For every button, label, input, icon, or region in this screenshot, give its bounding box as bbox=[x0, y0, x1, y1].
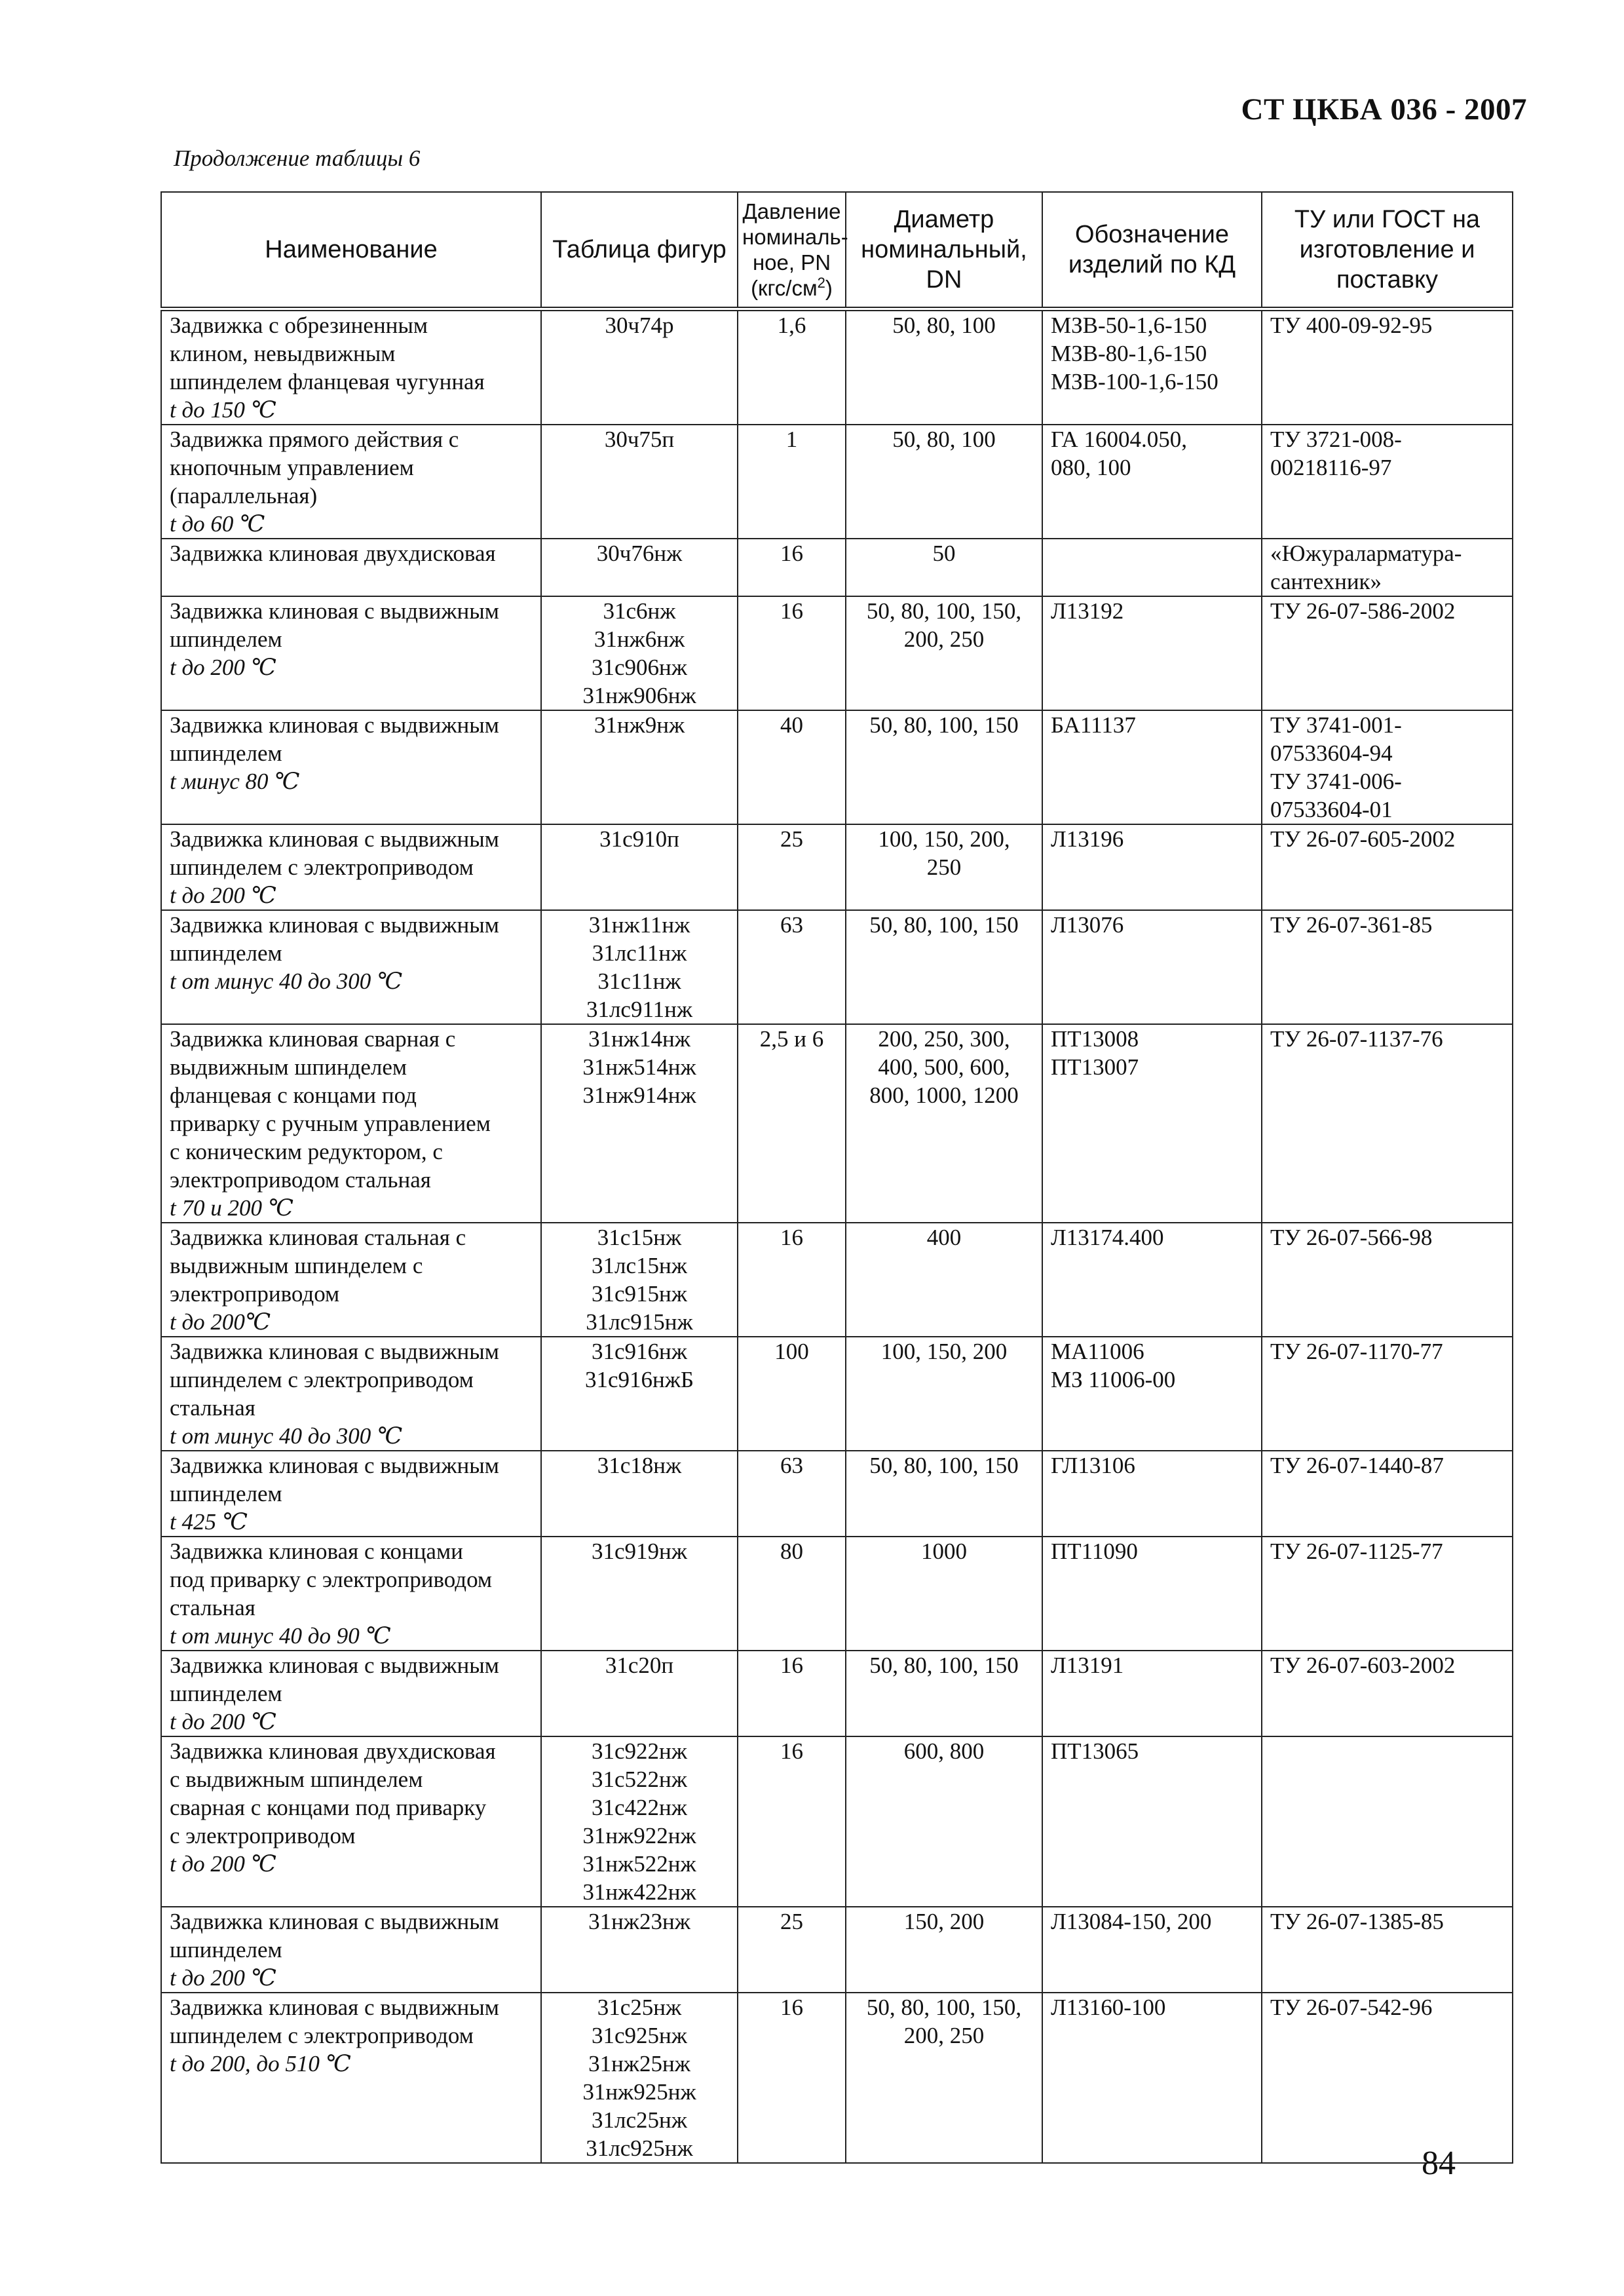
cell-diameter-text: 1000 bbox=[921, 1539, 967, 1564]
cell-designation-text: Л13196 bbox=[1051, 826, 1124, 852]
header-name: Наименование bbox=[161, 192, 541, 309]
cell-pressure-text: 16 bbox=[780, 1995, 803, 2020]
cell-diameter bbox=[846, 1907, 1042, 1993]
header-pressure-sup: 2 bbox=[817, 275, 825, 291]
cell-diameter bbox=[846, 309, 1042, 425]
valve-name: Задвижка клиновая с выдвижным шпинделем bbox=[170, 1453, 499, 1506]
cell-standard bbox=[1262, 309, 1513, 425]
cell-figures bbox=[541, 1451, 738, 1537]
cell-designation-text: ГЛ13106 bbox=[1051, 1453, 1135, 1478]
valve-name: Задвижка клиновая с выдвижным шпинделем с электроприводом bbox=[170, 1995, 499, 2048]
cell-standard-text: ТУ 26-07-1385-85 bbox=[1270, 1909, 1444, 1934]
valve-name: Задвижка прямого действия с кнопочным управлением (параллельная) bbox=[170, 427, 459, 508]
cell-pressure-text: 1,6 bbox=[777, 313, 806, 338]
cell-diameter-text: 100, 150, 200, 250 bbox=[878, 826, 1010, 880]
cell-diameter bbox=[846, 824, 1042, 910]
cell-designation-text: Л13084-150, 200 bbox=[1051, 1909, 1212, 1934]
document-code: СТ ЦКБА 036 - 2007 bbox=[1241, 92, 1527, 126]
cell-diameter bbox=[846, 1993, 1042, 2163]
cell-diameter bbox=[846, 539, 1042, 596]
cell-pressure bbox=[738, 309, 846, 425]
cell-name bbox=[161, 1993, 541, 2163]
table-row bbox=[161, 710, 1513, 824]
valve-temperature: t до 150 ℃ bbox=[170, 397, 276, 423]
cell-name bbox=[161, 425, 541, 539]
header-pressure-text: Давление номиналь-ное, PN (кгс/см bbox=[742, 199, 848, 300]
table-row bbox=[161, 1907, 1513, 1993]
cell-name bbox=[161, 309, 541, 425]
cell-pressure bbox=[738, 539, 846, 596]
cell-name bbox=[161, 1651, 541, 1736]
cell-designation bbox=[1042, 1651, 1262, 1736]
valve-temperature: t до 60 ℃ bbox=[170, 511, 265, 537]
cell-designation-text: ПТ13008 ПТ13007 bbox=[1051, 1026, 1139, 1080]
cell-name bbox=[161, 710, 541, 824]
cell-pressure-text: 63 bbox=[780, 912, 803, 938]
valve-name: Задвижка клиновая с выдвижным шпинделем bbox=[170, 712, 499, 766]
cell-figures bbox=[541, 1223, 738, 1337]
cell-standard-text: ТУ 400-09-92-95 bbox=[1270, 313, 1433, 338]
cell-designation bbox=[1042, 1024, 1262, 1223]
valve-temperature: t до 200 ℃ bbox=[170, 1965, 276, 1991]
cell-designation bbox=[1042, 1223, 1262, 1337]
cell-diameter-text: 50, 80, 100, 150 bbox=[869, 1653, 1019, 1678]
cell-standard bbox=[1262, 1993, 1513, 2163]
cell-figures-text: 30ч74р bbox=[605, 313, 674, 338]
cell-diameter bbox=[846, 1337, 1042, 1451]
table-row bbox=[161, 425, 1513, 539]
cell-standard-text: ТУ 3721-008- 00218116-97 bbox=[1270, 427, 1402, 480]
cell-designation bbox=[1042, 1337, 1262, 1451]
cell-pressure-text: 16 bbox=[780, 1225, 803, 1250]
valve-name: Задвижка клиновая двухдисковая с выдвижным шпинделем сварная с концами под приварку с электроприводом bbox=[170, 1738, 496, 1848]
cell-figures-text: 30ч75п bbox=[604, 427, 675, 452]
cell-designation-text: Л13174.400 bbox=[1051, 1225, 1164, 1250]
cell-standard bbox=[1262, 1024, 1513, 1223]
cell-designation-text: ПТ13065 bbox=[1051, 1738, 1139, 1764]
header-designation: Обозначение изделий по КД bbox=[1042, 192, 1262, 309]
cell-pressure bbox=[738, 910, 846, 1024]
header-pressure bbox=[738, 192, 846, 309]
cell-figures bbox=[541, 1651, 738, 1736]
table-row bbox=[161, 1537, 1513, 1651]
cell-pressure-text: 25 bbox=[780, 826, 803, 852]
cell-diameter-text: 100, 150, 200 bbox=[880, 1339, 1008, 1364]
cell-figures-text: 31с15нж 31лс15нж 31с915нж 31лс915нж bbox=[586, 1225, 693, 1335]
valve-name: Задвижка клиновая стальная с выдвижным шпинделем с электроприводом bbox=[170, 1225, 466, 1307]
cell-figures bbox=[541, 425, 738, 539]
cell-figures bbox=[541, 1993, 738, 2163]
cell-figures-text: 31с910п bbox=[599, 826, 679, 852]
table-row bbox=[161, 1337, 1513, 1451]
cell-figures bbox=[541, 1024, 738, 1223]
cell-name bbox=[161, 596, 541, 710]
cell-pressure bbox=[738, 1337, 846, 1451]
valve-name: Задвижка клиновая с выдвижным шпинделем bbox=[170, 598, 499, 652]
cell-pressure-text: 40 bbox=[780, 712, 803, 738]
cell-diameter-text: 50, 80, 100, 150, 200, 250 bbox=[866, 598, 1022, 652]
cell-standard-text: ТУ 26-07-1440-87 bbox=[1270, 1453, 1444, 1478]
cell-figures bbox=[541, 596, 738, 710]
valve-name: Задвижка клиновая с концами под приварку с электроприводом стальная bbox=[170, 1539, 493, 1620]
cell-designation-text: Л13192 bbox=[1051, 598, 1124, 624]
valve-temperature: t 70 и 200 ℃ bbox=[170, 1195, 293, 1221]
cell-standard-text: ТУ 3741-001- 07533604-94 ТУ 3741-006- 07533604-01 bbox=[1270, 712, 1402, 822]
cell-standard bbox=[1262, 1451, 1513, 1537]
cell-name bbox=[161, 539, 541, 596]
cell-pressure-text: 25 bbox=[780, 1909, 803, 1934]
valve-name: Задвижка с обрезиненным клином, невыдвижным шпинделем фланцевая чугунная bbox=[170, 313, 485, 394]
cell-standard-text: ТУ 26-07-542-96 bbox=[1270, 1995, 1433, 2020]
header-standard: ТУ или ГОСТ на изготовление и поставку bbox=[1262, 192, 1513, 309]
cell-diameter-text: 150, 200 bbox=[903, 1909, 985, 1934]
cell-name bbox=[161, 1223, 541, 1337]
cell-figures bbox=[541, 309, 738, 425]
cell-designation bbox=[1042, 309, 1262, 425]
cell-standard bbox=[1262, 710, 1513, 824]
cell-figures bbox=[541, 710, 738, 824]
cell-designation-text: Л13191 bbox=[1051, 1653, 1124, 1678]
cell-pressure bbox=[738, 1451, 846, 1537]
table-row bbox=[161, 910, 1513, 1024]
cell-figures-text: 31с922нж 31с522нж 31с422нж 31нж922нж 31нж522нж 31нж422нж bbox=[582, 1738, 696, 1905]
table-row bbox=[161, 824, 1513, 910]
cell-designation bbox=[1042, 596, 1262, 710]
cell-pressure bbox=[738, 1993, 846, 2163]
valve-name: Задвижка клиновая сварная с выдвижным шпинделем фланцевая с концами под приварку с ручным управлением с коническим редуктором, с электроприводом стальная bbox=[170, 1026, 491, 1193]
cell-name bbox=[161, 824, 541, 910]
valve-name: Задвижка клиновая с выдвижным шпинделем с электроприводом bbox=[170, 826, 499, 880]
cell-diameter-text: 200, 250, 300, 400, 500, 600, 800, 1000, 1200 bbox=[869, 1026, 1019, 1108]
table-row bbox=[161, 1651, 1513, 1736]
cell-standard-text: ТУ 26-07-1170-77 bbox=[1270, 1339, 1443, 1364]
table-header-row bbox=[161, 192, 1513, 309]
cell-pressure-text: 80 bbox=[780, 1539, 803, 1564]
cell-standard-text: ТУ 26-07-1125-77 bbox=[1270, 1539, 1443, 1564]
cell-pressure bbox=[738, 1024, 846, 1223]
cell-designation bbox=[1042, 425, 1262, 539]
cell-name bbox=[161, 1736, 541, 1907]
cell-figures-text: 31нж14нж 31нж514нж 31нж914нж bbox=[582, 1026, 696, 1108]
cell-figures-text: 31с20п bbox=[605, 1653, 674, 1678]
cell-diameter-text: 600, 800 bbox=[903, 1738, 985, 1764]
cell-standard-text: ТУ 26-07-566-98 bbox=[1270, 1225, 1433, 1250]
valve-name: Задвижка клиновая двухдисковая bbox=[170, 541, 496, 566]
page-number: 84 bbox=[1422, 2145, 1456, 2182]
cell-pressure-text: 63 bbox=[780, 1453, 803, 1478]
cell-pressure-text: 100 bbox=[774, 1339, 809, 1364]
valve-temperature: t до 200 ℃ bbox=[170, 1851, 276, 1877]
cell-designation-text: МЗВ-50-1,6-150 МЗВ-80-1,6-150 МЗВ-100-1,6-150 bbox=[1051, 313, 1218, 394]
cell-designation bbox=[1042, 1451, 1262, 1537]
table-row bbox=[161, 1993, 1513, 2163]
valve-name: Задвижка клиновая с выдвижным шпинделем bbox=[170, 1909, 499, 1962]
table-row bbox=[161, 1024, 1513, 1223]
cell-pressure-text: 16 bbox=[780, 1738, 803, 1764]
valve-temperature: t до 200 ℃ bbox=[170, 883, 276, 908]
valve-temperature: t до 200 ℃ bbox=[170, 1709, 276, 1734]
cell-figures-text: 31с25нж 31с925нж 31нж25нж 31нж925нж 31лс25нж 31лс925нж bbox=[582, 1995, 696, 2161]
header-diameter: Диаметр номинальный, DN bbox=[846, 192, 1042, 309]
cell-designation bbox=[1042, 1736, 1262, 1907]
cell-diameter-text: 50, 80, 100 bbox=[892, 427, 996, 452]
valve-temperature: t от минус 40 до 90 ℃ bbox=[170, 1623, 391, 1649]
cell-standard bbox=[1262, 824, 1513, 910]
cell-diameter bbox=[846, 596, 1042, 710]
cell-pressure bbox=[738, 1537, 846, 1651]
cell-standard bbox=[1262, 1223, 1513, 1337]
table-continuation-caption: Продолжение таблицы 6 bbox=[174, 145, 421, 171]
cell-standard-text: ТУ 26-07-586-2002 bbox=[1270, 598, 1456, 624]
cell-standard bbox=[1262, 425, 1513, 539]
valve-name: Задвижка клиновая с выдвижным шпинделем bbox=[170, 912, 499, 966]
cell-figures bbox=[541, 539, 738, 596]
cell-diameter-text: 50, 80, 100 bbox=[892, 313, 996, 338]
cell-name bbox=[161, 1907, 541, 1993]
cell-standard-text: «Южураларматура- сантехник» bbox=[1270, 541, 1462, 594]
cell-diameter-text: 50, 80, 100, 150, 200, 250 bbox=[866, 1995, 1022, 2048]
cell-diameter bbox=[846, 1736, 1042, 1907]
cell-designation bbox=[1042, 1993, 1262, 2163]
cell-designation bbox=[1042, 539, 1262, 596]
cell-figures-text: 31нж11нж 31лс11нж 31с11нж 31лс911нж bbox=[586, 912, 693, 1022]
valve-temperature: t до 200℃ bbox=[170, 1309, 271, 1335]
cell-name bbox=[161, 910, 541, 1024]
cell-designation-text: ПТ11090 bbox=[1051, 1539, 1138, 1564]
cell-pressure bbox=[738, 824, 846, 910]
table-row bbox=[161, 1736, 1513, 1907]
valve-spec-table bbox=[161, 191, 1513, 2164]
cell-designation bbox=[1042, 824, 1262, 910]
cell-name bbox=[161, 1451, 541, 1537]
cell-standard bbox=[1262, 596, 1513, 710]
cell-standard bbox=[1262, 910, 1513, 1024]
cell-pressure bbox=[738, 710, 846, 824]
cell-figures bbox=[541, 1736, 738, 1907]
cell-standard bbox=[1262, 539, 1513, 596]
cell-pressure bbox=[738, 1651, 846, 1736]
cell-standard-text: ТУ 26-07-603-2002 bbox=[1270, 1653, 1456, 1678]
cell-designation-text: ГА 16004.050, 080, 100 bbox=[1051, 427, 1187, 480]
table-row bbox=[161, 1223, 1513, 1337]
cell-designation-text: МА11006 МЗ 11006-00 bbox=[1051, 1339, 1176, 1392]
cell-diameter bbox=[846, 910, 1042, 1024]
cell-diameter-text: 50, 80, 100, 150 bbox=[869, 712, 1019, 738]
cell-pressure-text: 2,5 и 6 bbox=[759, 1026, 824, 1052]
cell-standard-text: ТУ 26-07-605-2002 bbox=[1270, 826, 1456, 852]
cell-designation bbox=[1042, 1537, 1262, 1651]
cell-pressure bbox=[738, 1223, 846, 1337]
cell-pressure-text: 16 bbox=[780, 1653, 803, 1678]
cell-pressure-text: 1 bbox=[785, 427, 798, 452]
valve-temperature: t от минус 40 до 300 ℃ bbox=[170, 968, 403, 994]
cell-pressure bbox=[738, 1736, 846, 1907]
cell-figures bbox=[541, 1337, 738, 1451]
cell-figures bbox=[541, 824, 738, 910]
cell-standard-text: ТУ 26-07-1137-76 bbox=[1270, 1026, 1443, 1052]
header-pressure-close: ) bbox=[825, 276, 833, 300]
cell-diameter bbox=[846, 425, 1042, 539]
cell-pressure bbox=[738, 1907, 846, 1993]
cell-standard bbox=[1262, 1537, 1513, 1651]
cell-designation-text: Л13076 bbox=[1051, 912, 1124, 938]
cell-figures-text: 31с916нж 31с916нжБ bbox=[584, 1339, 694, 1392]
cell-standard bbox=[1262, 1736, 1513, 1907]
header-figure-table: Таблица фигур bbox=[541, 192, 738, 309]
cell-name bbox=[161, 1537, 541, 1651]
cell-diameter-text: 50, 80, 100, 150 bbox=[869, 912, 1019, 938]
valve-temperature: t до 200 ℃ bbox=[170, 655, 276, 680]
cell-standard bbox=[1262, 1337, 1513, 1451]
cell-figures-text: 31нж23нж bbox=[588, 1909, 690, 1934]
cell-diameter bbox=[846, 1537, 1042, 1651]
cell-diameter-text: 50, 80, 100, 150 bbox=[869, 1453, 1019, 1478]
cell-figures-text: 31с18нж bbox=[597, 1453, 682, 1478]
cell-pressure-text: 16 bbox=[780, 598, 803, 624]
table-row bbox=[161, 309, 1513, 425]
cell-figures bbox=[541, 910, 738, 1024]
cell-pressure bbox=[738, 425, 846, 539]
cell-diameter bbox=[846, 1651, 1042, 1736]
cell-figures-text: 31с919нж bbox=[592, 1539, 687, 1564]
valve-name: Задвижка клиновая с выдвижным шпинделем bbox=[170, 1653, 499, 1706]
valve-temperature: t от минус 40 до 300 ℃ bbox=[170, 1423, 403, 1449]
table-row bbox=[161, 596, 1513, 710]
valve-temperature: t 425 ℃ bbox=[170, 1509, 248, 1535]
cell-designation bbox=[1042, 1907, 1262, 1993]
cell-figures-text: 30ч76нж bbox=[596, 541, 683, 566]
cell-standard-text: ТУ 26-07-361-85 bbox=[1270, 912, 1433, 938]
cell-designation-text: Л13160-100 bbox=[1051, 1995, 1166, 2020]
valve-temperature: t до 200, до 510 ℃ bbox=[170, 2051, 351, 2076]
table-body bbox=[161, 309, 1513, 2164]
cell-diameter bbox=[846, 1024, 1042, 1223]
cell-pressure bbox=[738, 596, 846, 710]
cell-diameter-text: 400 bbox=[926, 1225, 962, 1250]
cell-diameter bbox=[846, 1451, 1042, 1537]
table-row bbox=[161, 539, 1513, 596]
valve-name: Задвижка клиновая с выдвижным шпинделем с электроприводом стальная bbox=[170, 1339, 499, 1421]
cell-pressure-text: 16 bbox=[780, 541, 803, 566]
cell-designation bbox=[1042, 910, 1262, 1024]
cell-figures bbox=[541, 1537, 738, 1651]
cell-designation bbox=[1042, 710, 1262, 824]
cell-diameter bbox=[846, 1223, 1042, 1337]
cell-figures bbox=[541, 1907, 738, 1993]
cell-figures-text: 31с6нж 31нж6нж 31с906нж 31нж906нж bbox=[582, 598, 696, 708]
cell-figures-text: 31нж9нж bbox=[594, 712, 685, 738]
cell-designation-text: БА11137 bbox=[1051, 712, 1136, 738]
cell-name bbox=[161, 1024, 541, 1223]
cell-standard bbox=[1262, 1907, 1513, 1993]
cell-name bbox=[161, 1337, 541, 1451]
cell-diameter-text: 50 bbox=[932, 541, 956, 566]
cell-diameter bbox=[846, 710, 1042, 824]
valve-temperature: t минус 80 ℃ bbox=[170, 769, 300, 794]
cell-standard bbox=[1262, 1651, 1513, 1736]
table-row bbox=[161, 1451, 1513, 1537]
